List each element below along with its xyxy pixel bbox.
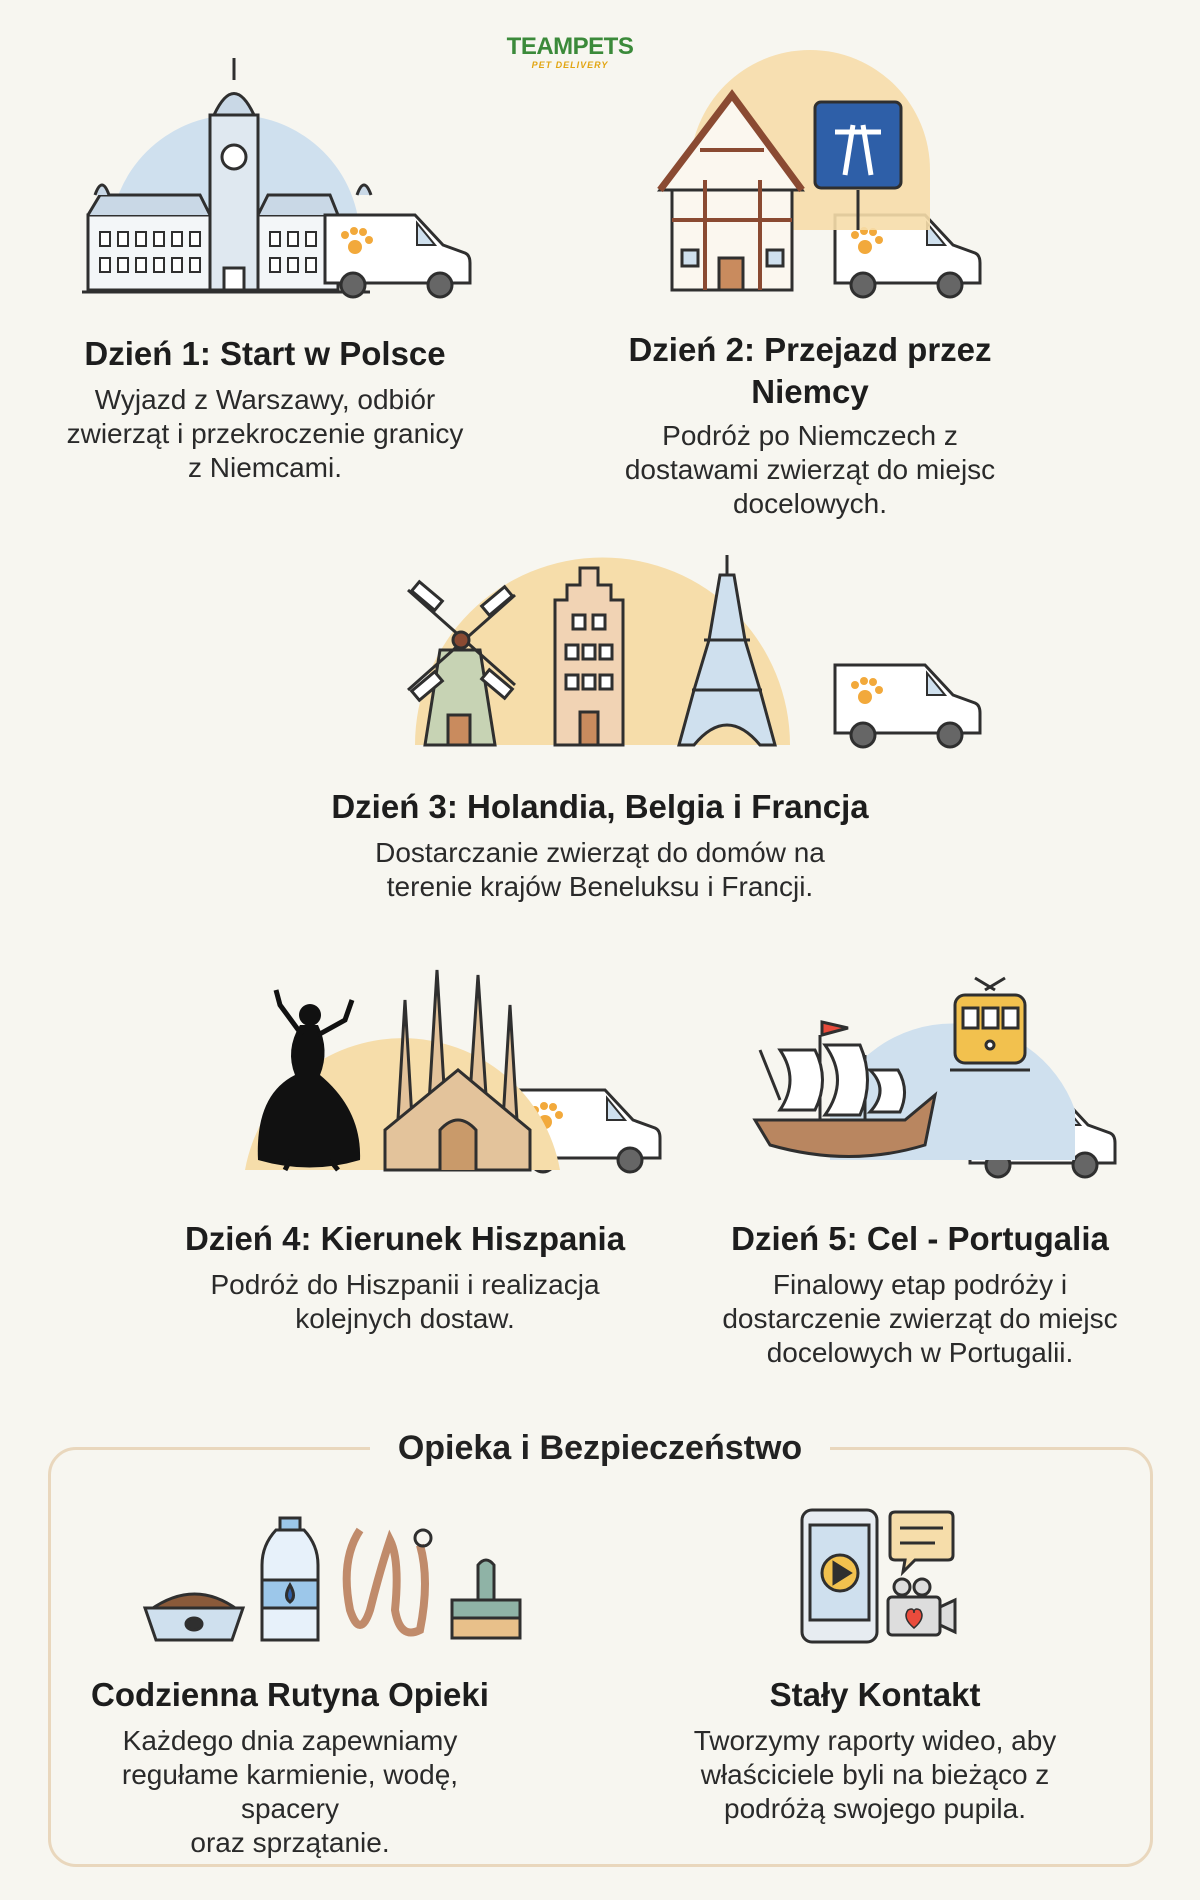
day1-description-line: z Niemcami. <box>187 452 342 483</box>
windmill-icon <box>408 582 515 745</box>
day4-description <box>180 1268 630 1336</box>
day2-description-line: dostawami zwierząt do miejsc <box>624 454 996 485</box>
flamenco-dancer-icon <box>258 990 360 1170</box>
contact-line: właściciele byli na bieżąco z <box>700 1759 1050 1790</box>
day1-description-line: Wyjazd z Warszawy, odbiór <box>94 384 436 415</box>
sky-circle-5 <box>830 1024 1075 1160</box>
van-icon <box>325 215 470 297</box>
day5-title: Dzień 5: Cel - Portugalia <box>731 1220 1109 1257</box>
day5-description-line: dostarczenie zwierząt do miejsc <box>722 1303 1118 1334</box>
ship-icon <box>755 1022 935 1157</box>
contact-line: Tworzymy raporty wideo, aby <box>693 1725 1057 1756</box>
day5-description-line: Finalowy etap podróży i <box>772 1269 1068 1300</box>
eiffel-tower-icon <box>679 555 775 745</box>
care-routine-line: oraz sprzątanie. <box>190 1827 390 1858</box>
day5-description <box>700 1268 1140 1370</box>
sun-circle <box>690 50 930 230</box>
day2-description-line: Podróż po Niemczech z <box>662 420 958 451</box>
care-routine-description <box>70 1724 510 1860</box>
day4-description-line: kolejnych dostaw. <box>295 1303 515 1334</box>
contact-line: podróżą swojego pupila. <box>724 1793 1026 1824</box>
day4-description-line: Podróż do Hiszpanii i realizacja <box>210 1269 600 1300</box>
logo-tagline: PET DELIVERY <box>531 60 609 70</box>
day4-title: Dzień 4: Kierunek Hiszpania <box>184 1220 626 1257</box>
day1-description <box>50 383 480 485</box>
care-routine-line: regułame karmienie, wodę, spacery <box>121 1759 459 1824</box>
logo-text: TEAMPETS <box>506 33 634 60</box>
day3-description <box>300 836 900 904</box>
day2-description-line: docelowych. <box>732 488 888 519</box>
brand-logo <box>495 34 645 78</box>
day5-description-line: docelowych w Portugalii. <box>766 1337 1074 1368</box>
day1-title: Dzień 1: Start w Polsce <box>84 335 446 372</box>
tram-icon <box>950 978 1030 1070</box>
day3-description-line: terenie krajów Beneluksu i Francji. <box>386 871 814 902</box>
contact-title: Stały Kontakt <box>769 1676 981 1713</box>
van-icon <box>835 665 980 747</box>
day2-title-line: Dzień 2: Przejazd przez <box>628 331 992 368</box>
contact-description <box>655 1724 1095 1826</box>
day3-description-line: Dostarczanie zwierząt do domów na <box>375 837 825 868</box>
van-icon <box>515 1090 660 1172</box>
care-routine-title: Codzienna Rutyna Opieki <box>91 1676 489 1713</box>
gabled-house-icon <box>555 568 623 745</box>
castle-icon <box>88 58 371 290</box>
castle-windows <box>100 232 316 272</box>
care-routine-line: Każdego dnia zapewniamy <box>122 1725 458 1756</box>
van-icon <box>970 1095 1115 1177</box>
sun-circle-4 <box>245 1038 560 1170</box>
van-icon <box>835 215 980 297</box>
sun-circle-3 <box>415 557 790 745</box>
highway-sign-icon <box>815 102 901 230</box>
day2-title <box>590 329 1030 413</box>
care-heading: Opieka i Bezpieczeństwo <box>370 1426 830 1470</box>
sagrada-familia-icon <box>385 970 530 1170</box>
timber-house-icon <box>660 95 802 290</box>
day1-description-line: zwierząt i przekroczenie granicy <box>66 418 464 449</box>
sky-circle <box>110 115 360 240</box>
day2-title-line: Niemcy <box>751 373 869 410</box>
day3-title: Dzień 3: Holandia, Belgia i Francja <box>331 788 869 825</box>
day2-description <box>590 419 1030 521</box>
